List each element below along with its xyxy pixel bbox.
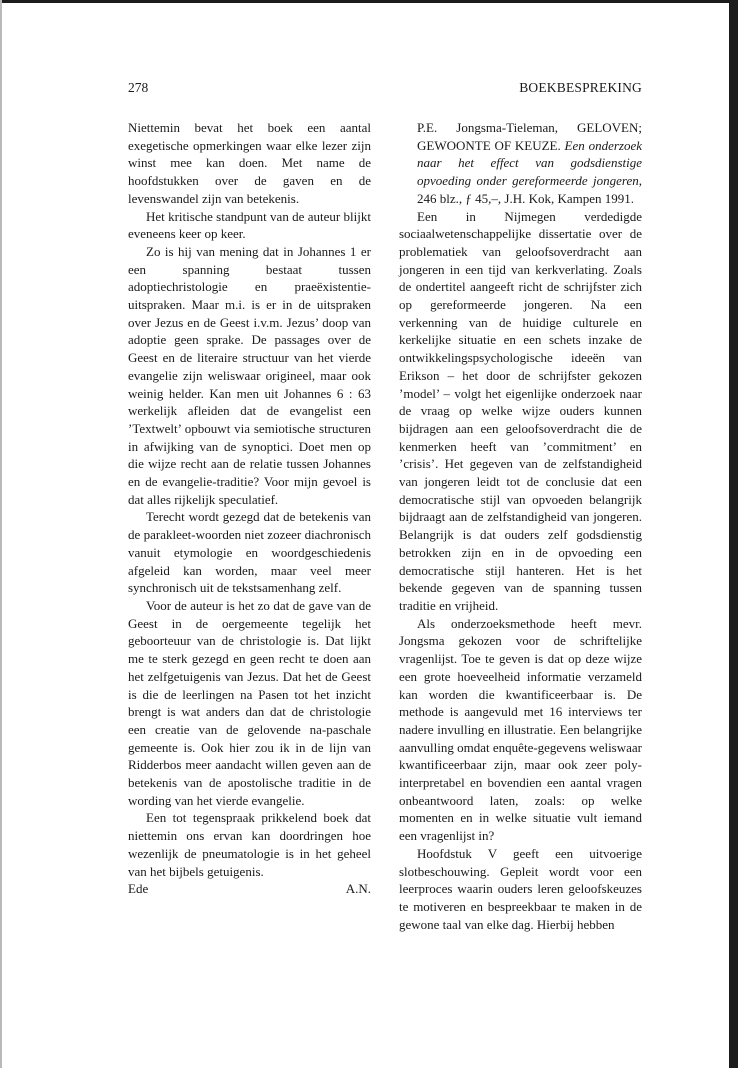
paragraph: Niettemin bevat het boek een aantal exegetische opmerkingen waar elke lezer zijn winst mee kan doen. Met name de hoofdstukken over de gaven en de levenswandel zijn van betekenis. <box>128 120 371 206</box>
book-reference <box>399 119 642 208</box>
page-header <box>128 80 642 100</box>
right-column <box>399 119 642 933</box>
paragraph: Het kritische standpunt van de auteur blijkt eveneens keer op keer. <box>128 208 371 242</box>
scan-edge-left <box>0 0 2 1068</box>
book-details: 246 blz., ƒ 45,–, J.H. Kok, Kampen 1991. <box>417 190 635 206</box>
paragraph: Een tot tegenspraak prikkelend boek dat niettemin ons ervan kan doordringen hoe wezenlijk de pneumatologie is in het geheel van het bijbels getuigenis. <box>128 810 371 879</box>
paragraph: Als onderzoeksmethode heeft mevr. Jongsma gekozen voor de schriftelijke vragenlijst. Toe te geven is dat op deze wijze een grote hoeveelheid informatie verzameld kan worden die kwantificeerbaar is. De methode is aangevuld met 16 interviews ter nadere invulling en illustratie. Een belangrijke aanvulling omdat enquête-gegevens weliswaar kwantificeerbaar zijn, maar ook zeer poly-interpretabel en bovendien een aantal vragen onbeantwoord laten, zoals: op welke momenten en in welke situatie vult iemand een vragenlijst in? <box>399 615 642 844</box>
paragraph: Een in Nijmegen verdedigde sociaalwetenschappelijke dissertatie over de problematiek van geloofsoverdracht aan jongeren in een tijd van kerkverlating. Zoals de ondertitel aangeeft richt de schrijfster zich op gereformeerde jongeren. Na een verkenning van de huidige culturele en kerkelijke situatie en een schets inzake de ontwikkelingspsychologische ideeën van Erikson – het door de schrijfster gekozen ’model’ – volgt het eigenlijke onderzoek naar de vraag op welke wijze ouders kunnen bijdragen aan een geloofsoverdracht die de kenmerken heeft van ’commitment’ en ’crisis’. Het gegeven van de zelfstandigheid van jongeren leidt tot de conclusie dat een democratische stijl van opvoeden belangrijk bijdraagt aan de zelfstandigheid van jongeren. Belangrijk is dat ouders zelf godsdienstig betrokken zijn en in de opvoeding een democratische stijl hanteren. Het is het bekende gegeven van de spanning tussen traditie en vrijheid. <box>399 208 642 613</box>
scan-edge-top <box>0 0 738 3</box>
paragraph: Terecht wordt gezegd dat de betekenis van de parakleet-woorden niet zozeer diachronisch vanuit etymologie en woordgeschiedenis afgeleid kan worden, maar veel meer synchronisch uit de tekstsamenhang zelf. <box>128 509 371 596</box>
left-column <box>128 119 371 898</box>
page-number: 278 <box>128 80 149 95</box>
signoff <box>128 880 371 898</box>
signoff-place: Ede <box>128 881 149 897</box>
signoff-initials: A.N. <box>345 881 371 897</box>
paragraph: Hoofdstuk V geeft een uitvoerige slotbeschouwing. Gepleit wordt voor een leerproces waarin ouders leren geloofskeuzes te motiveren en bespreekbaar te maken in de gewone taal van elke dag. Hierbij hebben <box>399 845 642 932</box>
paragraph: Zo is hij van mening dat in Johannes 1 er een spanning bestaat tussen adoptiechristologie en praeëxistentie-uitspraken. Maar m.i. is er in de uitspraken over Jezus en de Geest i.v.m. Jezus’ doop van adoptie geen sprake. De passages over de Geest en de literaire structuur van het vierde evangelie zijn weliswaar origineel, maar ook weinig helder. Kan men uit Johannes 6 : 63 werkelijk afleiden dat de evangelist een ’Textwelt’ opbouwt via semiotische structuren in afwijking van de synoptici. Doet men op die wijze recht aan de relatie tussen Johannes en de evangelie-traditie? Voor mijn gevoel is dat alles rijkelijk speculatief. <box>128 243 371 507</box>
book-author-title: P.E. Jongsma-Tieleman, GELOVEN; GEWOONTE OF KEUZE. <box>417 120 642 153</box>
paragraph: Voor de auteur is het zo dat de gave van de Geest in de oergemeente tegelijk het geboorteuur van de christologie is. Dat lijkt me te sterk gezegd en geen recht te doen aan het zelfgetuigenis van Jezus. Dat het de Geest is die de leerlingen na Pasen tot het inzicht brengt is wat anders dan dat de christologie een creatie van de gelovende na-paschale gemeente is. Ook hier zou ik in de lijn van Ridderbos meer aandacht willen geven aan de betekenis van de apostolische traditie in de wording van het vierde evangelie. <box>128 597 371 808</box>
book-subtitle: Een onderzoek naar het effect van godsdienstige opvoeding onder gereformeerde jongeren, <box>417 137 642 189</box>
running-head: BOEKBESPREKING <box>519 80 642 95</box>
scan-edge-right <box>729 0 738 1068</box>
